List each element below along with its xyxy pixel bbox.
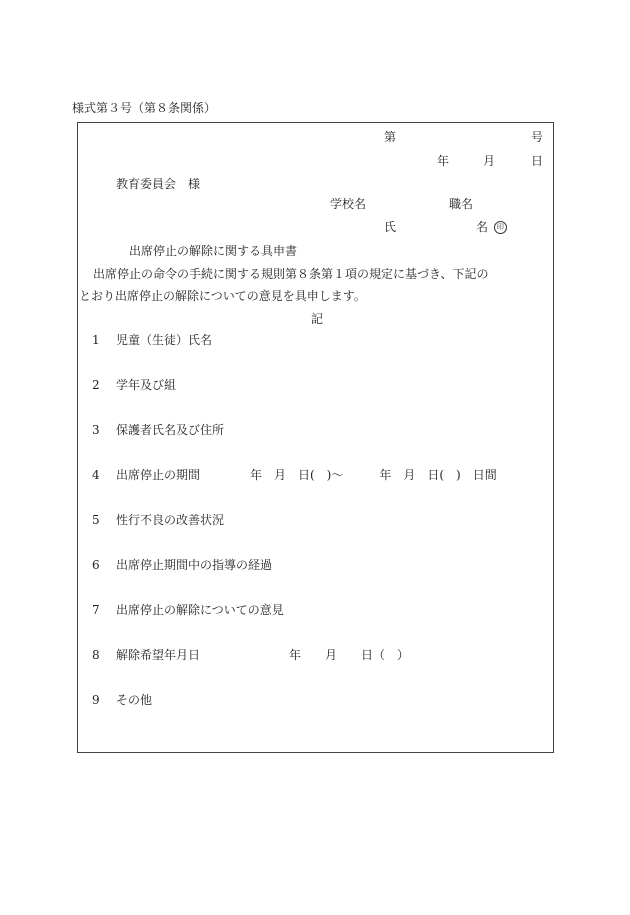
release-date-detail: 年 月 日（ ） bbox=[289, 648, 410, 662]
date-year: 年 bbox=[437, 154, 450, 168]
item-number: 7 bbox=[92, 603, 100, 617]
school-label: 学校名 bbox=[330, 197, 367, 211]
seal-icon: 印 bbox=[494, 221, 507, 234]
number-prefix: 第 bbox=[384, 130, 397, 144]
item-label: 出席停止期間中の指導の経過 bbox=[116, 558, 273, 572]
item-label: その他 bbox=[116, 693, 153, 707]
addressee: 教育委員会 様 bbox=[116, 177, 201, 191]
document-title: 出席停止の解除に関する具申書 bbox=[129, 244, 298, 258]
item-number: 8 bbox=[92, 648, 100, 662]
body-line-2: とおり出席停止の解除についての意見を具申します。 bbox=[79, 289, 366, 303]
ki-heading: 記 bbox=[311, 312, 324, 326]
form-label: 様式第３号（第８条関係） bbox=[72, 101, 217, 115]
item-number: 3 bbox=[92, 423, 100, 437]
name-label-given bbox=[476, 221, 507, 234]
attendance-period-detail: 年 月 日( )～ 年 月 日( ) 日間 bbox=[250, 468, 497, 482]
item-label: 解除希望年月日 bbox=[116, 648, 201, 662]
body-line-1: 出席停止の命令の手続に関する規則第８条第１項の規定に基づき、下記の bbox=[93, 267, 489, 281]
item-number: 9 bbox=[92, 693, 100, 707]
item-label: 学年及び組 bbox=[116, 378, 177, 392]
number-suffix: 号 bbox=[531, 130, 544, 144]
date-month: 月 bbox=[483, 154, 496, 168]
name-label-given-text: 名 bbox=[476, 220, 489, 234]
item-label: 性行不良の改善状況 bbox=[116, 513, 225, 527]
item-number: 1 bbox=[92, 333, 100, 347]
item-label: 出席停止の解除についての意見 bbox=[116, 603, 284, 617]
item-number: 4 bbox=[92, 468, 100, 482]
item-number: 6 bbox=[92, 558, 100, 572]
name-label-surname: 氏 bbox=[384, 220, 397, 234]
item-number: 2 bbox=[92, 378, 100, 392]
item-number: 5 bbox=[92, 513, 100, 527]
date-day: 日 bbox=[531, 154, 544, 168]
position-label: 職名 bbox=[449, 197, 474, 211]
item-label: 保護者氏名及び住所 bbox=[116, 423, 225, 437]
item-label: 児童（生徒）氏名 bbox=[116, 333, 213, 347]
item-label: 出席停止の期間 bbox=[116, 468, 201, 482]
